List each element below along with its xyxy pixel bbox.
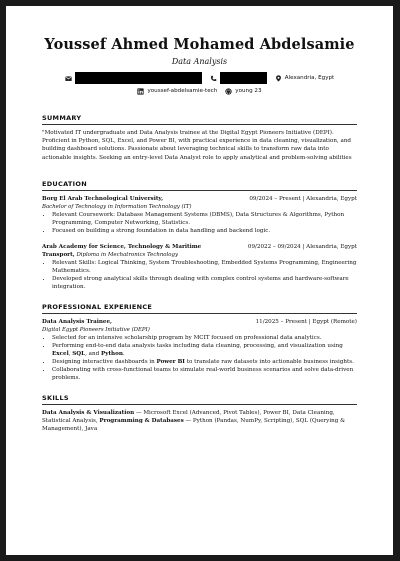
degree-name: Diploma in Mechatronics Technology — [76, 251, 179, 258]
linkedin-link[interactable]: youssef-abdelsamie-tech — [147, 88, 218, 94]
experience-entry — [42, 318, 357, 382]
bullet-list — [42, 334, 357, 382]
skill-power-bi: Power BI — [156, 358, 185, 365]
skill-category-label: Programming & Databases — [99, 418, 184, 425]
mail-icon — [65, 75, 72, 82]
links-row — [42, 86, 357, 96]
skill-python: Python — [100, 350, 123, 357]
location-text: Alexandria, Egypt — [284, 75, 335, 81]
skill-excel: Excel — [52, 350, 69, 357]
institution-name: Arab Academy for Science, Technology & Maritime Transport, — [42, 243, 202, 258]
entry-date-location: 11/2025 – Present | Egypt (Remote) — [255, 318, 357, 325]
skills-text: Data Analysis & Visualization — Microsoft Excel (Advanced, Pivot Tables), Power BI, Data Cleaning, Statistical Analysis, Programming & Databases — Python (Pandas, NumPy, Scripting), SQL (Querying & Management), Java — [42, 409, 346, 433]
education-heading: EDUCATION — [42, 180, 357, 191]
skills-heading: SKILLS — [42, 394, 357, 405]
phone-icon — [210, 75, 217, 82]
list-item: • Focused on building a strong foundation in data handling and backend logic. — [52, 227, 357, 235]
skill-category-label: Data Analysis & Visualization — [42, 409, 135, 416]
list-item: • Collaborating with cross-functional teams to simulate real-world business scenarios and solve data-driven problems. — [52, 366, 357, 382]
location-pin-icon — [275, 75, 282, 82]
candidate-role: Data Analysis — [171, 57, 228, 66]
list-item: • Performing end-to-end data analysis tasks including data cleaning, processing, and visualization using Excel, SQL, and Python. — [52, 342, 357, 358]
redacted-email — [75, 72, 202, 84]
institution-name: Borg El Arab Technological University, — [42, 195, 164, 202]
list-item: • Relevant Skills: Logical Thinking, System Troubleshooting, Embedded Systems Programming, Engineering Mathematics. — [52, 259, 357, 275]
degree-name: Bachelor of Technology in Information Technology (IT) — [42, 203, 192, 210]
skill-sql: SQL — [72, 350, 86, 357]
experience-heading: PROFESSIONAL EXPERIENCE — [42, 303, 357, 314]
summary-text: "Motivated IT undergraduate and Data Analysis trainee at the Digital Egypt Pioneers Initiative (DEPI). Proficient in Python, SQL, Excel, and Power BI, with practical experience in data cleaning, visualization, and building dashboard solutions. Passionate about leveraging technical skills to transform raw data into actionable insights. Seeking an entry-level Data Analyst role to apply analytical and problem-solving abilities — [42, 130, 352, 161]
education-entry — [42, 195, 357, 235]
summary-heading: SUMMARY — [42, 114, 357, 125]
linkedin-icon — [137, 88, 144, 95]
bullet-list — [42, 211, 357, 235]
resume-page — [6, 6, 393, 555]
entry-date-location: 09/2024 – Present | Alexandria, Egypt — [249, 195, 357, 202]
list-item: • Selected for an intensive scholarship program by MCIT focused on professional data analytics. — [52, 334, 357, 342]
list-item: • Relevant Coursework: Database Management Systems (DBMS), Data Structures & Algorithms, Python Programming, Computer Networking, Statistics. — [52, 211, 357, 227]
redacted-phone — [220, 72, 267, 84]
github-link[interactable]: young 23 — [235, 88, 262, 94]
list-item: • Developed strong analytical skills through dealing with complex control systems and hardware-software integration. — [52, 275, 357, 291]
organization-name: Digital Egypt Pioneers Initiative (DEPI) — [42, 326, 150, 333]
entry-date-location: 09/2022 – 09/2024 | Alexandria, Egypt — [247, 243, 357, 250]
contact-row — [42, 72, 357, 84]
education-entry — [42, 243, 357, 291]
position-title: Data Analysis Trainee, — [42, 318, 112, 325]
github-icon — [225, 88, 232, 95]
list-item: • Designing interactive dashboards in Power BI to translate raw datasets into actionable business insights. — [52, 358, 357, 366]
bullet-list — [42, 259, 357, 291]
candidate-name: Youssef Ahmed Mohamed Abdelsamie — [44, 36, 355, 53]
